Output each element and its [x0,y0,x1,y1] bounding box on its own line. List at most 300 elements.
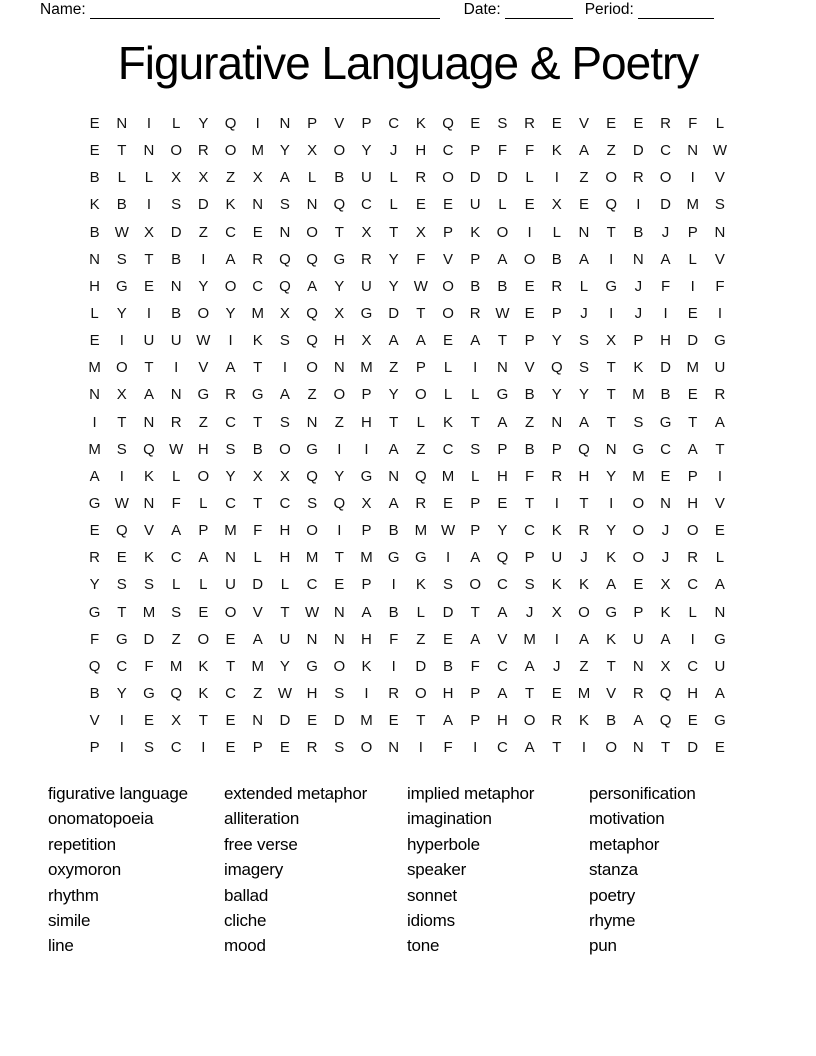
grid-cell: E [551,684,562,702]
grid-cell: L [416,413,426,431]
grid-cell: B [171,304,182,322]
grid-cell: E [714,522,725,540]
grid-cell: M [169,657,183,675]
grid-cell: K [578,576,589,594]
grid-cell: T [715,440,725,458]
grid-cell: L [171,115,181,132]
period-blank-line [638,4,714,19]
grid-cell: E [334,576,345,594]
grid-cell: Q [496,549,509,567]
grid-cell: U [551,549,563,567]
grid-cell: I [717,467,722,485]
grid-cell: Z [198,223,208,241]
grid-cell: P [687,467,698,485]
grid-cell: E [687,712,698,730]
grid-cell: U [714,657,726,675]
grid-cell: T [389,413,399,431]
grid-cell: P [252,739,263,757]
grid-cell: T [606,413,616,431]
grid-cell: I [663,304,668,322]
grid-cell: E [687,386,698,404]
grid-cell: W [169,440,184,458]
grid-cell: S [633,413,644,431]
word-item: speaker [407,860,467,880]
grid-cell: O [442,304,454,322]
grid-cell: S [279,332,290,350]
grid-cell: X [551,196,562,214]
grid-cell: S [225,440,236,458]
grid-cell: W [440,522,456,540]
grid-cell: E [660,467,671,485]
grid-cell: R [252,250,264,268]
grid-cell: W [305,603,320,621]
grid-cell: E [143,712,154,730]
grid-cell: S [143,576,154,594]
grid-cell: Y [334,277,345,295]
grid-cell: H [333,332,345,350]
grid-cell: O [333,142,346,160]
grid-cell: V [497,630,508,648]
grid-cell: A [687,440,698,458]
grid-cell: U [361,169,372,187]
grid-cell: A [279,386,290,404]
grid-cell: M [88,359,101,377]
grid-cell: X [361,223,372,241]
grid-cell: K [660,603,671,621]
grid-cell: O [632,549,645,567]
grid-cell: T [389,223,399,241]
grid-cell: H [197,440,209,458]
grid-cell: K [551,576,562,594]
grid-cell: C [225,413,236,431]
grid-cell: J [661,223,670,241]
grid-cell: B [89,684,100,702]
grid-cell: L [688,250,697,268]
word-item: onomatopoeia [48,809,154,829]
grid-cell: Y [89,576,100,594]
grid-cell: O [578,603,590,621]
grid-cell: P [361,115,372,132]
grid-cell: E [388,712,399,730]
grid-cell: R [632,684,644,702]
grid-cell: L [90,304,99,322]
grid-cell: R [415,169,427,187]
grid-cell: L [199,576,208,594]
grid-cell: Z [171,630,181,648]
grid-cell: Q [659,712,672,730]
grid-cell: U [225,576,236,594]
grid-cell: S [470,440,481,458]
grid-cell: N [714,603,726,621]
grid-cell: Q [550,359,563,377]
grid-cell: M [360,712,373,730]
grid-cell: G [605,603,617,621]
grid-cell: P [633,603,644,621]
grid-cell: O [197,630,210,648]
grid-cell: O [115,359,128,377]
grid-cell: D [279,712,291,730]
grid-cell: E [252,223,263,241]
grid-cell: Q [306,467,318,485]
grid-cell: K [415,115,426,132]
grid-cell: S [143,739,154,757]
grid-cell: K [361,657,372,675]
name-label: Name: [40,1,86,18]
grid-cell: X [361,494,372,512]
header-row [40,1,776,19]
grid-cell: E [225,712,236,730]
grid-cell: N [632,739,644,757]
grid-cell: H [361,630,372,648]
grid-cell: Q [605,196,617,214]
grid-cell: T [280,603,290,621]
grid-cell: Y [388,250,399,268]
grid-cell: E [633,115,644,132]
grid-cell: Y [279,657,290,675]
grid-cell: T [198,712,208,730]
grid-cell: Z [198,413,208,431]
grid-cell: V [606,684,617,702]
grid-cell: M [305,549,319,567]
grid-cell: I [119,739,124,757]
grid-cell: Z [416,440,426,458]
grid-cell: Z [389,359,399,377]
word-item: hyperbole [407,834,480,854]
grid-cell: P [198,522,209,540]
word-bank [0,781,816,966]
grid-cell: M [251,304,264,322]
grid-cell: Y [497,522,508,540]
grid-cell: I [554,630,559,648]
word-bank-column [589,781,696,959]
grid-cell: G [88,494,101,512]
grid-cell: D [687,332,699,350]
grid-cell: J [553,657,561,675]
grid-cell: S [116,576,127,594]
grid-cell: G [360,467,373,485]
grid-cell: G [659,413,672,431]
grid-cell: Z [416,630,426,648]
grid-cell: O [632,522,645,540]
grid-cell: Q [88,657,101,675]
grid-cell: A [307,277,318,295]
grid-cell: D [496,169,508,187]
grid-cell: E [279,739,290,757]
grid-cell: N [551,413,563,431]
grid-cell: F [688,115,698,132]
grid-cell: G [306,657,318,675]
grid-cell: N [306,196,318,214]
grid-cell: X [334,304,345,322]
grid-cell: Y [116,684,127,702]
grid-cell: O [306,359,318,377]
grid-cell: M [251,657,264,675]
word-item: imagination [407,809,492,829]
grid-cell: Z [579,169,589,187]
grid-cell: B [524,440,535,458]
grid-cell: N [279,115,291,132]
word-bank-column [48,781,188,959]
grid-cell: V [524,359,535,377]
grid-cell: Y [606,522,617,540]
grid-cell: Y [198,115,209,132]
grid-cell: R [89,549,101,567]
grid-cell: E [225,630,236,648]
grid-cell: I [146,115,152,132]
grid-cell: H [687,684,699,702]
grid-cell: Q [279,250,291,268]
grid-cell: T [470,603,480,621]
grid-cell: T [606,386,616,404]
grid-cell: J [389,142,398,160]
grid-cell: I [690,630,695,648]
grid-cell: E [687,304,698,322]
grid-cell: Y [334,467,345,485]
grid-cell: L [416,603,426,621]
grid-cell: U [279,630,291,648]
grid-cell: I [609,494,614,512]
grid-cell: G [714,712,726,730]
grid-cell: S [443,576,454,594]
grid-cell: O [170,142,182,160]
grid-cell: P [470,142,481,160]
grid-cell: R [388,684,400,702]
grid-cell: I [119,712,124,730]
grid-cell: D [197,196,209,214]
grid-cell: L [144,169,154,187]
grid-cell: F [715,277,725,295]
grid-cell: E [524,304,535,322]
grid-cell: P [633,332,644,350]
grid-cell: O [333,657,346,675]
grid-cell: P [524,332,535,350]
grid-cell: E [714,739,725,757]
grid-cell: G [605,277,617,295]
grid-cell: Q [333,196,346,214]
grid-cell: X [660,657,671,675]
grid-cell: Y [388,386,399,404]
grid-cell: O [605,169,617,187]
word-item: alliteration [224,809,300,829]
grid-cell: X [279,304,290,322]
grid-cell: P [443,223,454,241]
grid-cell: E [606,115,617,132]
grid-cell: P [551,304,562,322]
grid-cell: C [279,494,291,512]
word-item: simile [48,910,91,930]
grid-cell: I [554,494,559,512]
grid-cell: P [361,576,372,594]
grid-cell: A [497,684,508,702]
grid-cell: J [580,304,588,322]
grid-cell: Y [279,142,290,160]
grid-cell: V [578,115,589,132]
grid-cell: M [360,359,373,377]
grid-cell: I [473,359,478,377]
grid-cell: I [418,739,423,757]
grid-cell: K [633,359,644,377]
grid-cell: A [714,684,725,702]
grid-cell: B [524,386,535,404]
grid-cell: D [469,169,481,187]
grid-cell: C [170,549,182,567]
grid-cell: E [497,494,508,512]
grid-cell: S [334,684,345,702]
page-title: Figurative Language & Poetry [117,37,699,89]
grid-cell: U [143,332,155,350]
grid-cell: L [307,169,317,187]
grid-cell: T [225,657,236,675]
grid-cell: N [306,413,318,431]
grid-cell: S [714,196,725,214]
grid-cell: F [443,739,453,757]
grid-cell: K [143,467,154,485]
grid-cell: A [714,576,725,594]
grid-cell: M [441,467,455,485]
grid-cell: E [524,277,535,295]
grid-cell: N [170,386,182,404]
grid-cell: L [579,277,589,295]
grid-cell: P [470,494,481,512]
word-item: extended metaphor [224,784,368,803]
grid-cell: I [201,250,206,268]
word-item: sonnet [407,885,457,905]
word-item: poetry [589,885,636,905]
grid-cell: N [388,739,400,757]
grid-cell: H [306,684,318,702]
grid-cell: L [498,196,507,214]
grid-cell: O [523,250,536,268]
word-item: ballad [224,885,269,905]
grid-cell: I [364,684,369,702]
grid-cell: A [388,494,399,512]
grid-cell: C [442,440,454,458]
grid-cell: A [578,630,589,648]
grid-cell: I [174,359,179,377]
grid-cell: U [361,277,372,295]
grid-cell: N [660,494,671,512]
grid-cell: L [552,223,561,241]
word-item: rhythm [48,885,99,905]
grid-cell: Y [606,467,617,485]
grid-cell: A [497,603,508,621]
grid-cell: L [688,603,697,621]
grid-cell: K [551,522,562,540]
word-item: line [48,936,74,956]
grid-cell: Q [442,115,454,132]
grid-cell: T [253,494,263,512]
grid-cell: B [116,196,127,214]
grid-cell: A [578,413,589,431]
grid-cell: S [334,739,345,757]
word-search-grid [81,110,734,761]
grid-cell: N [143,413,155,431]
grid-cell: I [364,440,369,458]
grid-cell: I [527,223,532,241]
grid-cell: I [445,549,451,567]
grid-cell: F [144,657,154,675]
grid-cell: R [197,142,209,160]
word-item: personification [589,784,696,803]
word-item: metaphor [589,834,660,854]
grid-cell: A [252,630,263,648]
grid-cell: M [224,522,237,540]
grid-cell: O [469,576,482,594]
grid-cell: E [307,712,318,730]
grid-cell: C [225,684,236,702]
grid-cell: H [496,467,508,485]
grid-cell: X [198,169,209,187]
grid-cell: X [252,169,263,187]
grid-cell: X [116,386,127,404]
grid-cell: S [578,359,589,377]
grid-cell: R [578,522,590,540]
grid-cell: L [280,576,290,594]
word-item: imagery [224,860,284,880]
grid-cell: K [143,549,154,567]
grid-cell: Q [306,304,318,322]
grid-cell: M [88,440,101,458]
grid-cell: A [497,250,508,268]
grid-cell: Z [307,386,317,404]
grid-cell: N [252,712,264,730]
grid-cell: X [171,169,182,187]
grid-cell: Q [170,684,182,702]
grid-cell: X [606,332,617,350]
period-label: Period: [584,1,634,18]
grid-cell: S [171,603,182,621]
grid-cell: G [387,549,400,567]
grid-cell: M [686,196,699,214]
grid-cell: R [524,115,536,132]
grid-cell: M [414,522,428,540]
grid-cell: J [634,277,643,295]
grid-cell: Z [606,142,616,160]
grid-cell: F [416,250,426,268]
grid-cell: O [279,440,291,458]
grid-cell: R [551,277,563,295]
grid-cell: I [146,196,152,214]
grid-cell: T [253,359,263,377]
grid-cell: I [337,440,342,458]
grid-cell: O [442,277,454,295]
grid-cell: L [389,169,398,187]
grid-cell: R [687,549,699,567]
grid-cell: O [442,169,454,187]
grid-cell: G [143,684,155,702]
grid-cell: C [388,115,400,132]
grid-cell: B [89,169,100,187]
grid-cell: N [252,196,264,214]
grid-cell: G [360,304,373,322]
grid-cell: B [633,223,644,241]
grid-cell: P [470,684,481,702]
grid-cell: I [201,739,206,757]
grid-cell: R [551,467,563,485]
grid-cell: D [687,739,699,757]
grid-cell: O [632,494,645,512]
grid-cell: N [116,115,128,132]
grid-cell: X [171,712,182,730]
word-item: repetition [48,834,116,854]
grid-cell: F [389,630,399,648]
grid-cell: N [225,549,236,567]
grid-cell: G [714,332,726,350]
grid-cell: Q [143,440,155,458]
grid-cell: D [170,223,182,241]
grid-cell: O [360,739,373,757]
grid-cell: T [334,223,344,241]
